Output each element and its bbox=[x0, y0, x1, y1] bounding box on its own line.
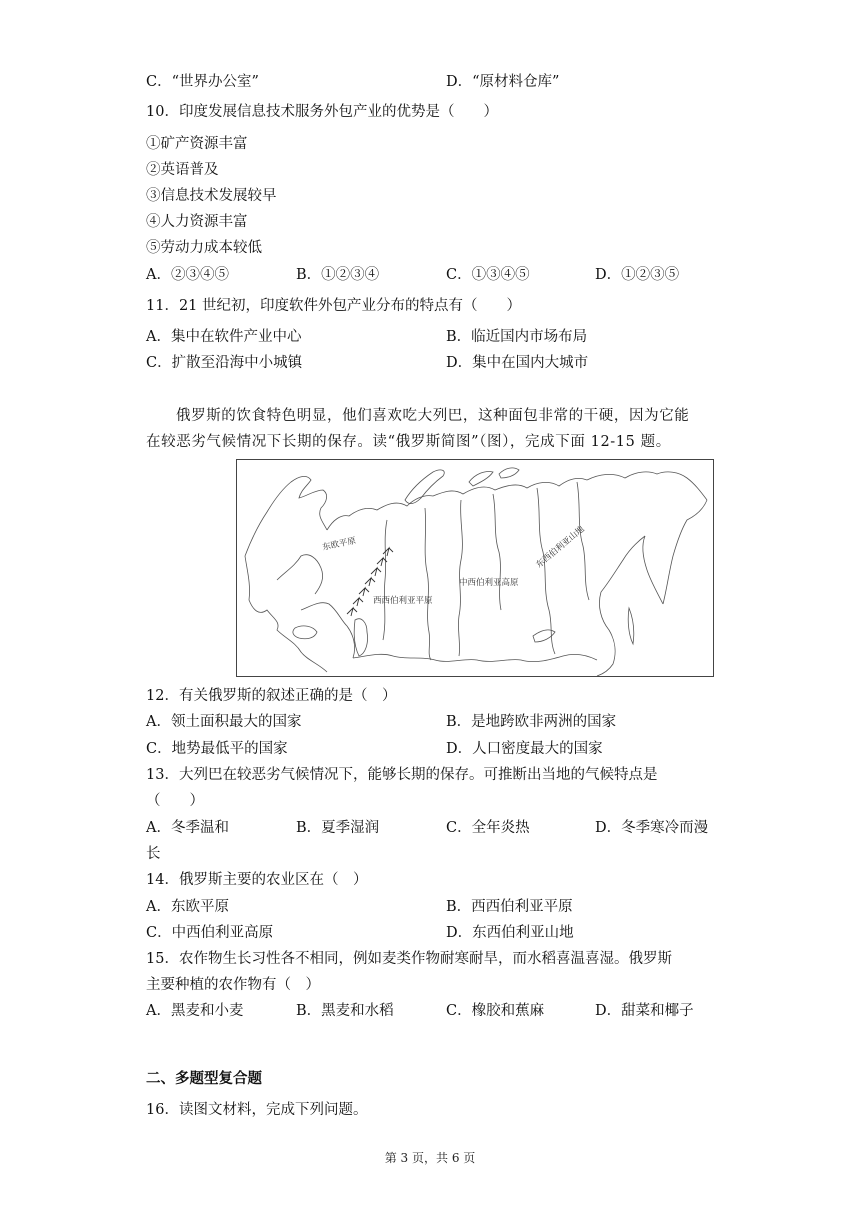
q12-stem: 12．有关俄罗斯的叙述正确的是（ ） bbox=[146, 688, 397, 704]
q9-option-d: D．“原材料仓库” bbox=[446, 74, 560, 90]
q10-item-5: ⑤劳动力成本较低 bbox=[146, 240, 262, 256]
q15-stem-line-2: 主要种植的农作物有（ ） bbox=[146, 977, 320, 993]
q11-option-c: C．扩散至沿海中小城镇 bbox=[146, 355, 303, 371]
q13-option-b: B．夏季湿润 bbox=[296, 820, 380, 836]
q15-option-c: C．橡胶和蕉麻 bbox=[446, 1003, 545, 1019]
q13-option-d-wrap: 长 bbox=[146, 846, 161, 862]
q10-option-c: C．①③④⑤ bbox=[446, 267, 530, 283]
q15-option-a: A．黑麦和小麦 bbox=[146, 1003, 244, 1019]
q10-item-4: ④人力资源丰富 bbox=[146, 214, 248, 230]
map-label-east-europe: 东欧平原 bbox=[321, 536, 357, 553]
q15-stem-line-1: 15．农作物生长习性各不相同，例如麦类作物耐寒耐旱，而水稻喜温喜湿。俄罗斯 bbox=[146, 951, 672, 967]
q13-option-c: C．全年炎热 bbox=[446, 820, 530, 836]
q11-option-a: A．集中在软件产业中心 bbox=[146, 329, 302, 345]
q11-option-d: D．集中在国内大城市 bbox=[446, 355, 589, 371]
map-label-central-siberia: 中西伯利亚高原 bbox=[459, 578, 519, 588]
q16-stem: 16．读图文材料，完成下列问题。 bbox=[146, 1102, 368, 1118]
q11-option-b: B．临近国内市场布局 bbox=[446, 329, 588, 345]
q12-option-b: B．是地跨欧非两洲的国家 bbox=[446, 714, 617, 730]
q11-stem: 11．21 世纪初，印度软件外包产业分布的特点有（ ） bbox=[146, 298, 522, 314]
q15-option-b: B．黑麦和水稻 bbox=[296, 1003, 394, 1019]
q10-option-d: D．①②③⑤ bbox=[595, 267, 680, 283]
passage-line-1: 俄罗斯的饮食特色明显，他们喜欢吃大列巴，这种面包非常的干硬，因为它能 bbox=[176, 408, 690, 424]
q15-option-d: D．甜菜和椰子 bbox=[595, 1003, 694, 1019]
q10-option-a: A．②③④⑤ bbox=[146, 267, 229, 283]
q14-option-d: D．东西伯利亚山地 bbox=[446, 925, 574, 941]
map-label-west-siberia: 西西伯利亚平原 bbox=[373, 596, 433, 606]
page-footer: 第 3 页，共 6 页 bbox=[384, 1151, 476, 1165]
q12-option-d: D．人口密度最大的国家 bbox=[446, 741, 603, 757]
q10-item-3: ③信息技术发展较早 bbox=[146, 188, 277, 204]
map-label-east-siberia: 东西伯利亚山地 bbox=[534, 524, 587, 571]
q14-option-a: A．东欧平原 bbox=[146, 899, 229, 915]
q12-option-a: A．领土面积最大的国家 bbox=[146, 714, 302, 730]
q9-option-c: C．“世界办公室” bbox=[146, 74, 259, 90]
q10-option-b: B．①②③④ bbox=[296, 267, 380, 283]
q14-option-b: B．西西伯利亚平原 bbox=[446, 899, 573, 915]
q10-stem: 10．印度发展信息技术服务外包产业的优势是（ ） bbox=[146, 104, 498, 120]
q12-option-c: C．地势最低平的国家 bbox=[146, 741, 288, 757]
q13-stem-line-2: （ ） bbox=[146, 793, 204, 809]
q10-item-1: ①矿产资源丰富 bbox=[146, 136, 248, 152]
q13-option-a: A．冬季温和 bbox=[146, 820, 229, 836]
q10-item-2: ②英语普及 bbox=[146, 162, 219, 178]
russia-map bbox=[236, 459, 714, 677]
section-2-title: 二、多题型复合题 bbox=[146, 1071, 262, 1087]
q13-stem-line-1: 13．大列巴在较恶劣气候情况下，能够长期的保存。可推断出当地的气候特点是 bbox=[146, 767, 658, 783]
russia-map-svg bbox=[237, 460, 713, 676]
q14-option-c: C．中西伯利亚高原 bbox=[146, 925, 274, 941]
passage-line-2: 在较恶劣气候情况下长期的保存。读“俄罗斯简图”（图），完成下面 12-15 题。 bbox=[146, 434, 671, 450]
q13-option-d: D．冬季寒冷而漫 bbox=[595, 820, 709, 836]
q14-stem: 14．俄罗斯主要的农业区在（ ） bbox=[146, 872, 368, 888]
